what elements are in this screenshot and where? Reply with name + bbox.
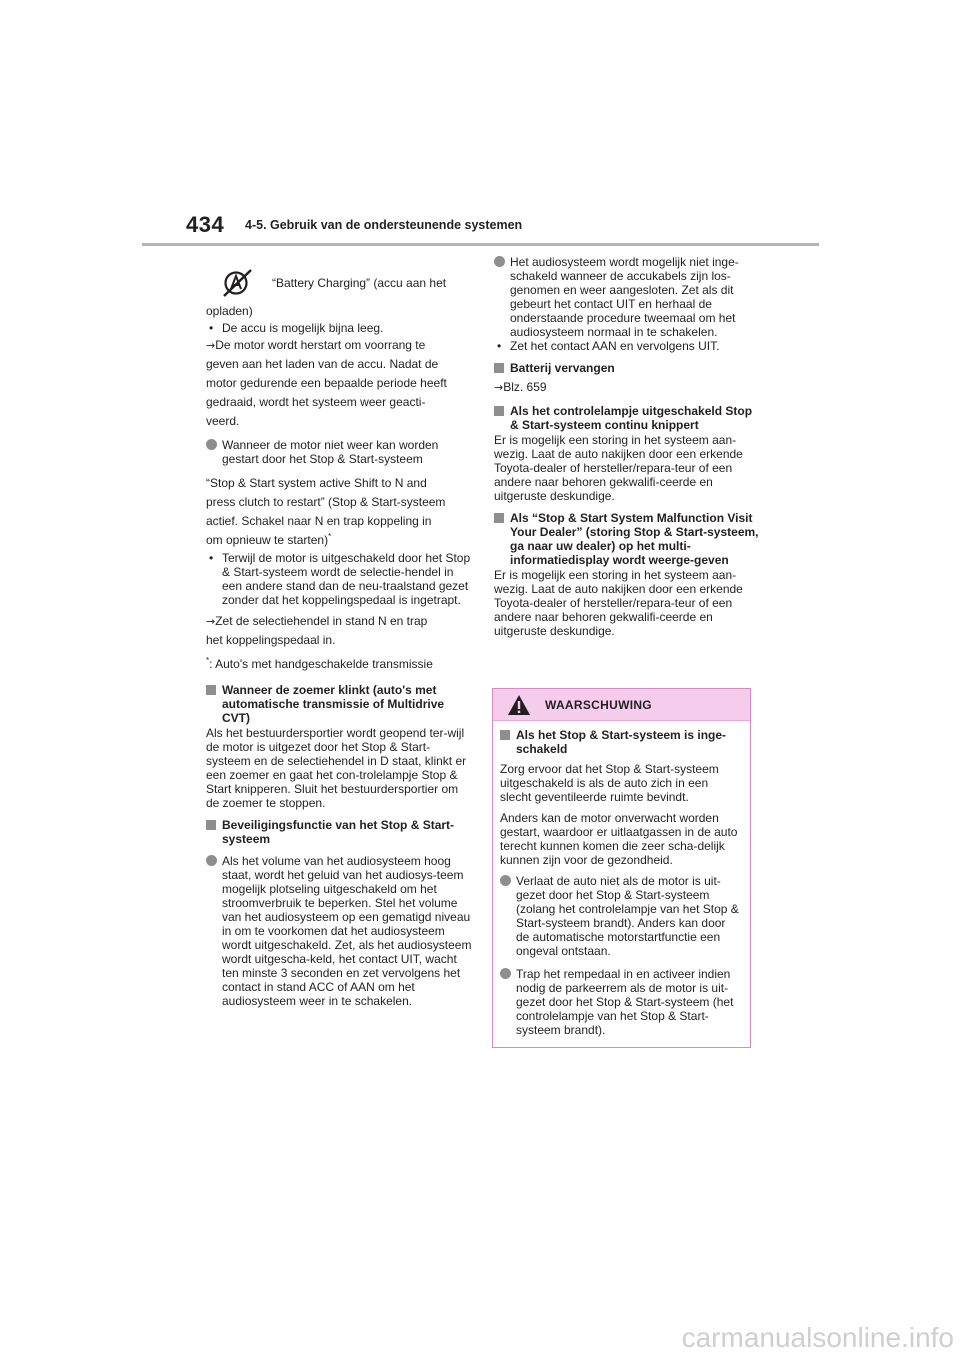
heading-controlelampje: Als het controlelampje uitgeschakeld Stop & Start-systeem continu knippert bbox=[494, 404, 762, 432]
section-title: 4-5. Gebruik van de ondersteunende systemen bbox=[245, 218, 523, 232]
heading-malfunction: Als “Stop & Start System Malfunction Visit Your Dealer” (storing Stop & Start-systeem, ga naar uw dealer) op het multi-informatiedisplay wordt weerge-geven bbox=[494, 511, 762, 567]
circle-bullet-icon bbox=[206, 855, 217, 866]
stop-start-off-icon bbox=[218, 267, 258, 299]
heading-beveiliging: Beveiligingsfunctie van het Stop & Start-systeem bbox=[206, 818, 474, 846]
square-bullet-icon bbox=[494, 406, 504, 416]
icon-caption-row bbox=[206, 266, 474, 300]
warning-triangle-icon bbox=[507, 694, 531, 716]
warning-circle-item-2: Trap het rempedaal in en activeer indien nodig de parkeerrem als de motor is uit-gezet door het Stop & Start-systeem (het controlelampje van het Stop & Start-systeem brandt). bbox=[500, 967, 740, 1037]
square-bullet-icon bbox=[494, 513, 504, 523]
bullet-contact: • Zet het contact AAN en vervolgens UIT. bbox=[494, 339, 762, 353]
blz-reference: →Blz. 659 bbox=[494, 380, 547, 394]
footnote-marker: * bbox=[328, 532, 332, 541]
paragraph-malfunction: Er is mogelijk een storing in het systeem aan-wezig. Laat de auto nakijken door een erkende Toyota-dealer of hersteller/repara-teur of een andere naar behoren gekwalifi-ceerde en uitgeruste deskundige. bbox=[494, 568, 743, 638]
warning-box bbox=[492, 688, 751, 1048]
bullet-selectiehendel: • Terwijl de motor is uitgeschakeld door het Stop & Start-systeem wordt de selectie-hendel in een andere stand dan de neu-traalstand gezet zonder dat het koppelingspedaal is ingetrapt. bbox=[206, 551, 474, 607]
square-bullet-icon bbox=[500, 730, 510, 740]
warning-circle-item-1: Verlaat de auto niet als de motor is uit-gezet door het Stop & Start-systeem (zolang het controlelampje van het Stop & Start-systeem brandt). Anders kan door de automatische motorstartfunctie een ongeval ontstaan. bbox=[500, 874, 740, 958]
message-line-2: press clutch to restart” (Stop & Start-systeem bbox=[206, 495, 446, 509]
warning-title: WAARSCHUWING bbox=[545, 697, 652, 712]
warning-heading: Als het Stop & Start-systeem is inge-schakeld bbox=[500, 728, 740, 756]
warning-body bbox=[493, 721, 750, 1037]
bullet-accu-leeg: • De accu is mogelijk bijna leeg. bbox=[206, 321, 474, 335]
square-bullet-icon bbox=[206, 820, 216, 830]
result-herstart-line-3: motor gedurende een bepaalde periode heeft bbox=[206, 376, 447, 390]
square-bullet-icon bbox=[206, 685, 216, 695]
heading-zoemer: Wanneer de zoemer klinkt (auto's met automatische transmissie of Multidrive CVT) bbox=[206, 683, 474, 725]
result-selectiehendel-line-1: →Zet de selectiehendel in stand N en trap bbox=[206, 614, 428, 628]
circle-item-audio-herstart: Het audiosysteem wordt mogelijk niet inge-schakeld wanneer de accukabels zijn los-genomen en weer aangesloten. Zet als dit gebeurt het contact UIT en herhaal de onderstaande procedure tweemaal om het audiosysteem normaal in te schakelen. bbox=[494, 255, 762, 339]
message-line-1: “Stop & Start system active Shift to N and bbox=[206, 476, 427, 490]
icon-caption: “Battery Charging” (accu aan het bbox=[272, 276, 447, 290]
message-line-3: actief. Schakel naar N en trap koppeling in bbox=[206, 514, 432, 528]
circle-bullet-icon bbox=[494, 256, 505, 267]
page-number: 434 bbox=[186, 212, 225, 237]
square-bullet-icon bbox=[494, 363, 504, 373]
result-selectiehendel-line-2: het koppelingspedaal in. bbox=[206, 633, 336, 647]
circle-bullet-icon bbox=[500, 968, 511, 979]
circle-bullet-icon bbox=[500, 875, 511, 886]
result-herstart-line-2: geven aan het laden van de accu. Nadat de bbox=[206, 357, 439, 371]
left-column bbox=[206, 266, 474, 1016]
warning-header bbox=[493, 689, 750, 721]
header-rule bbox=[142, 243, 819, 246]
warning-paragraph-2: Anders kan de motor onverwacht worden gestart, waardoor er uitlaatgassen in de auto terecht kunnen komen die zeer scha-delijk kunnen zijn voor de gezondheid. bbox=[500, 811, 738, 867]
circle-item-motor-niet-gestart: Wanneer de motor niet weer kan worden gestart door het Stop & Start-systeem bbox=[206, 438, 474, 466]
result-herstart-line-5: veerd. bbox=[206, 414, 240, 428]
message-line-4: om opnieuw te starten)* bbox=[206, 532, 332, 547]
footnote: *: Auto's met handgeschakelde transmissie bbox=[206, 656, 433, 671]
arrow-icon: → bbox=[206, 339, 216, 352]
watermark: carmanualsonline.info bbox=[681, 1322, 954, 1353]
arrow-icon: → bbox=[206, 615, 216, 628]
paragraph-controlelampje: Er is mogelijk een storing in het systeem aan-wezig. Laat de auto nakijken door een erkende Toyota-dealer of hersteller/repara-teur of een andere naar behoren gekwalifi-ceerde en uitgeruste deskundige. bbox=[494, 433, 743, 503]
icon-caption-continuation: opladen) bbox=[206, 304, 253, 318]
circle-bullet-icon bbox=[206, 439, 217, 450]
result-herstart-line-4: gedraaid, wordt het systeem weer geacti- bbox=[206, 395, 426, 409]
circle-item-audio: Als het volume van het audiosysteem hoog staat, wordt het geluid van het audiosys-teem mogelijk plotseling uitgeschakeld om het stroomverbruik te beperken. Stel het volume van het audiosysteem op een gematigd niveau in om te voorkomen dat het audiosysteem wordt uitgeschakeld. Zet, als het audiosysteem wordt uitgescha-keld, het contact UIT, wacht ten minste 3 seconden en zet vervolgens het contact in stand ACC of AAN om het audiosysteem weer in te schakelen. bbox=[206, 854, 474, 1008]
warning-paragraph-1: Zorg ervoor dat het Stop & Start-systeem uitgeschakeld is als de auto zich in een slecht geventileerde ruimte bevindt. bbox=[500, 762, 719, 804]
paragraph-zoemer: Als het bestuurdersportier wordt geopend ter-wijl de motor is uitgezet door het Stop & Start-systeem en de selectiehendel in D staat, klinkt er een zoemer en gaat het con-trolelampje Stop & Start knipperen. Sluit het bestuurdersportier om de zoemer te stoppen. bbox=[206, 726, 467, 810]
result-herstart-line-1: →De motor wordt herstart om voorrang te bbox=[206, 338, 426, 352]
heading-batterij: Batterij vervangen bbox=[494, 361, 762, 375]
arrow-icon: → bbox=[494, 381, 504, 394]
right-column bbox=[494, 255, 762, 647]
